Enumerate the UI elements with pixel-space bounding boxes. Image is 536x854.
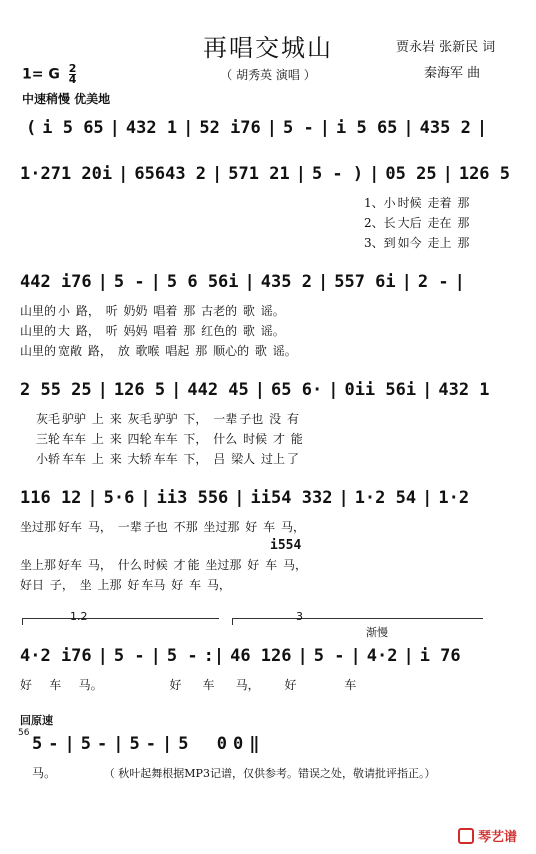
note-group: 557 6i (334, 272, 396, 292)
lyric-verse-3: 3、到 如今 走上 那 (364, 236, 470, 250)
barline: | (97, 646, 108, 666)
barline: | (401, 272, 412, 292)
note-group: 435 2 (260, 272, 312, 292)
note-group: 05 25 (385, 164, 437, 184)
volta-label-1: 1.2 (70, 610, 88, 623)
notation-row-5 (20, 488, 475, 508)
note-group: 5 - ) (311, 164, 364, 184)
lyric-verse-2: 山里的 大 路， 听 妈妈 唱着 那 红色的 歌 谣。 (20, 324, 285, 338)
lyric-verse-3: 小轿 车车 上 来 大轿 车车 下， 吕 梁人 过上 了 (36, 452, 299, 466)
note-group: 0 (232, 734, 244, 754)
tempo-resume: 回原速 (20, 714, 53, 727)
lyricist-credit: 贾永岩 张新民 词 (396, 40, 496, 55)
note-group: i 76 (419, 646, 461, 666)
lyric-verse-2: 坐上那 好车 马， 什么 时候 才 能 坐过那 好 车 马， (20, 558, 307, 572)
note-group: 2 55 25 (20, 380, 92, 400)
note-group: 5 0 (178, 734, 227, 754)
time-signature (69, 64, 77, 85)
lyric-verse-1: 好 车 马。 好 车 马， 好 车 (20, 678, 357, 692)
barline: | (328, 380, 339, 400)
barline: | (97, 272, 108, 292)
volta-bracket-2 (232, 618, 483, 625)
note-group: 5·6 (103, 488, 135, 508)
note-group: 1·2 (438, 488, 470, 508)
note-group: 65643 2 (134, 164, 207, 184)
note-group: - (48, 734, 59, 754)
note-group: 432 1 (438, 380, 490, 400)
note-group: 65 6· (271, 380, 323, 400)
note-group: 5 - (313, 646, 345, 666)
barline: | (422, 488, 433, 508)
note-group: 571 21 (228, 164, 290, 184)
note-group: 5 (129, 734, 140, 754)
note-group: 0ii 56i (344, 380, 417, 400)
note-group: 5 - (113, 646, 145, 666)
time-bottom: 4 (68, 73, 77, 86)
notation-row-3 (20, 272, 471, 292)
barline: | (369, 164, 380, 184)
alternate-notes: i554 (270, 538, 302, 553)
notation-row-6 (20, 646, 467, 666)
lyric-verse-1: 坐过那 好车 马， 一辈 子也 不那 坐过那 好 车 马， (20, 520, 305, 534)
notation-row-1 (26, 118, 493, 138)
grace-notes: 56 (18, 728, 30, 738)
final-barline: ‖ (249, 734, 260, 754)
barline: | (317, 272, 329, 292)
barline: | (87, 488, 98, 508)
lyric-verse-1: 山里的 小 路， 听 奶奶 唱着 那 古老的 歌 谣。 (20, 304, 285, 318)
song-title: 再唱交城山 (203, 34, 333, 62)
barline: | (244, 272, 255, 292)
key-signature (22, 64, 76, 85)
barline: | (295, 164, 306, 184)
volta-label-2: 3 (296, 610, 303, 623)
key-label: 1= G (22, 66, 60, 83)
note-group: 5 (80, 734, 91, 754)
note-group: - (145, 734, 156, 754)
barline: | (162, 734, 173, 754)
barline: | (266, 118, 278, 138)
note-group: 5 (32, 734, 43, 754)
lyric-verse-2: 2、长 大后 走在 那 (364, 216, 470, 230)
barline: | (297, 646, 308, 666)
lyric-verse-3: 山里的 宽敞 路， 放 歌喉 唱起 那 顺心的 歌 谣。 (20, 344, 297, 358)
notation-row-2 (20, 164, 516, 184)
barline: | (150, 272, 161, 292)
barline: | (234, 488, 245, 508)
barline: | (150, 646, 161, 666)
note-group: 46 126 (230, 646, 292, 666)
lyric-verse-2: 三轮 车车 上 来 四轮 车车 下， 什么 时候 才 能 (36, 432, 303, 446)
lyric-verse-3: 好日 子， 坐 上那 好 车马 好 车 马， (20, 578, 231, 592)
volta-bracket-1 (22, 618, 219, 625)
barline: | (254, 380, 266, 400)
logo-text: 琴艺谱 (478, 830, 518, 845)
note-group: i 5 65 (336, 118, 398, 138)
barline: | (97, 380, 108, 400)
transcriber-note: （ 秋叶起舞根据MP3记谱，仅供参考。错误之处，敬请批评指正。） (103, 767, 436, 780)
note-group: 5 - (166, 646, 198, 666)
note-group: 442 45 (187, 380, 249, 400)
barline: | (422, 380, 433, 400)
note-group: 1·2 54 (354, 488, 417, 508)
barline: | (118, 164, 129, 184)
note-group: 1·271 20i (20, 164, 113, 184)
note-group: 435 2 (419, 118, 471, 138)
note-group: ii54 332 (250, 488, 333, 508)
notation-row-7 (32, 734, 265, 754)
note-group: 5 - (283, 118, 314, 138)
note-group: 5 - (113, 272, 145, 292)
barline: | (113, 734, 124, 754)
note-group: 442 i76 (20, 272, 92, 292)
barline: | (403, 118, 414, 138)
note-group: 2 - (417, 272, 449, 292)
note-group: - (97, 734, 108, 754)
tempo-change: 渐慢 (366, 626, 388, 639)
barline: | (212, 164, 223, 184)
singer-credit: （ 胡秀英 演唱 ） (220, 68, 316, 82)
tempo-marking: 中速稍慢 优美地 (22, 92, 111, 106)
note-group: 4·2 i76 (20, 646, 92, 666)
note-group: 432 1 (125, 118, 178, 138)
note-group: i 5 65 (42, 118, 104, 138)
lyric-verse-1: 1、小 时候 走着 那 (364, 196, 470, 210)
barline: | (64, 734, 75, 754)
barline: | (109, 118, 120, 138)
note-group: 4·2 (366, 646, 398, 666)
repeat-end: :| (203, 646, 225, 666)
barline: | (476, 118, 488, 138)
note-group: 126 5 (458, 164, 511, 184)
piano-logo-icon (458, 828, 474, 844)
note-group: ii3 556 (156, 488, 229, 508)
note-group: 5 6 56i (166, 272, 239, 292)
barline: | (442, 164, 453, 184)
lyric-verse-1: 灰毛 驴驴 上 来 灰毛 驴驴 下， 一辈 子也 没 有 (36, 412, 299, 426)
note-group: ( (26, 118, 37, 138)
barline: | (140, 488, 151, 508)
note-group: 126 5 (113, 380, 166, 400)
barline: | (183, 118, 194, 138)
lyric-final: 马。 （ 秋叶起舞根据MP3记谱，仅供参考。错误之处，敬请批评指正。） (32, 766, 436, 780)
barline: | (171, 380, 182, 400)
note-group: 116 12 (20, 488, 82, 508)
barline: | (319, 118, 330, 138)
note-group: 52 i76 (199, 118, 261, 138)
barline: | (350, 646, 361, 666)
time-top: 2 (68, 62, 77, 75)
barline: | (403, 646, 414, 666)
barline: | (454, 272, 465, 292)
site-logo[interactable] (458, 826, 517, 845)
composer-credit: 秦海军 曲 (424, 66, 481, 81)
notation-row-4 (20, 380, 496, 400)
barline: | (338, 488, 349, 508)
